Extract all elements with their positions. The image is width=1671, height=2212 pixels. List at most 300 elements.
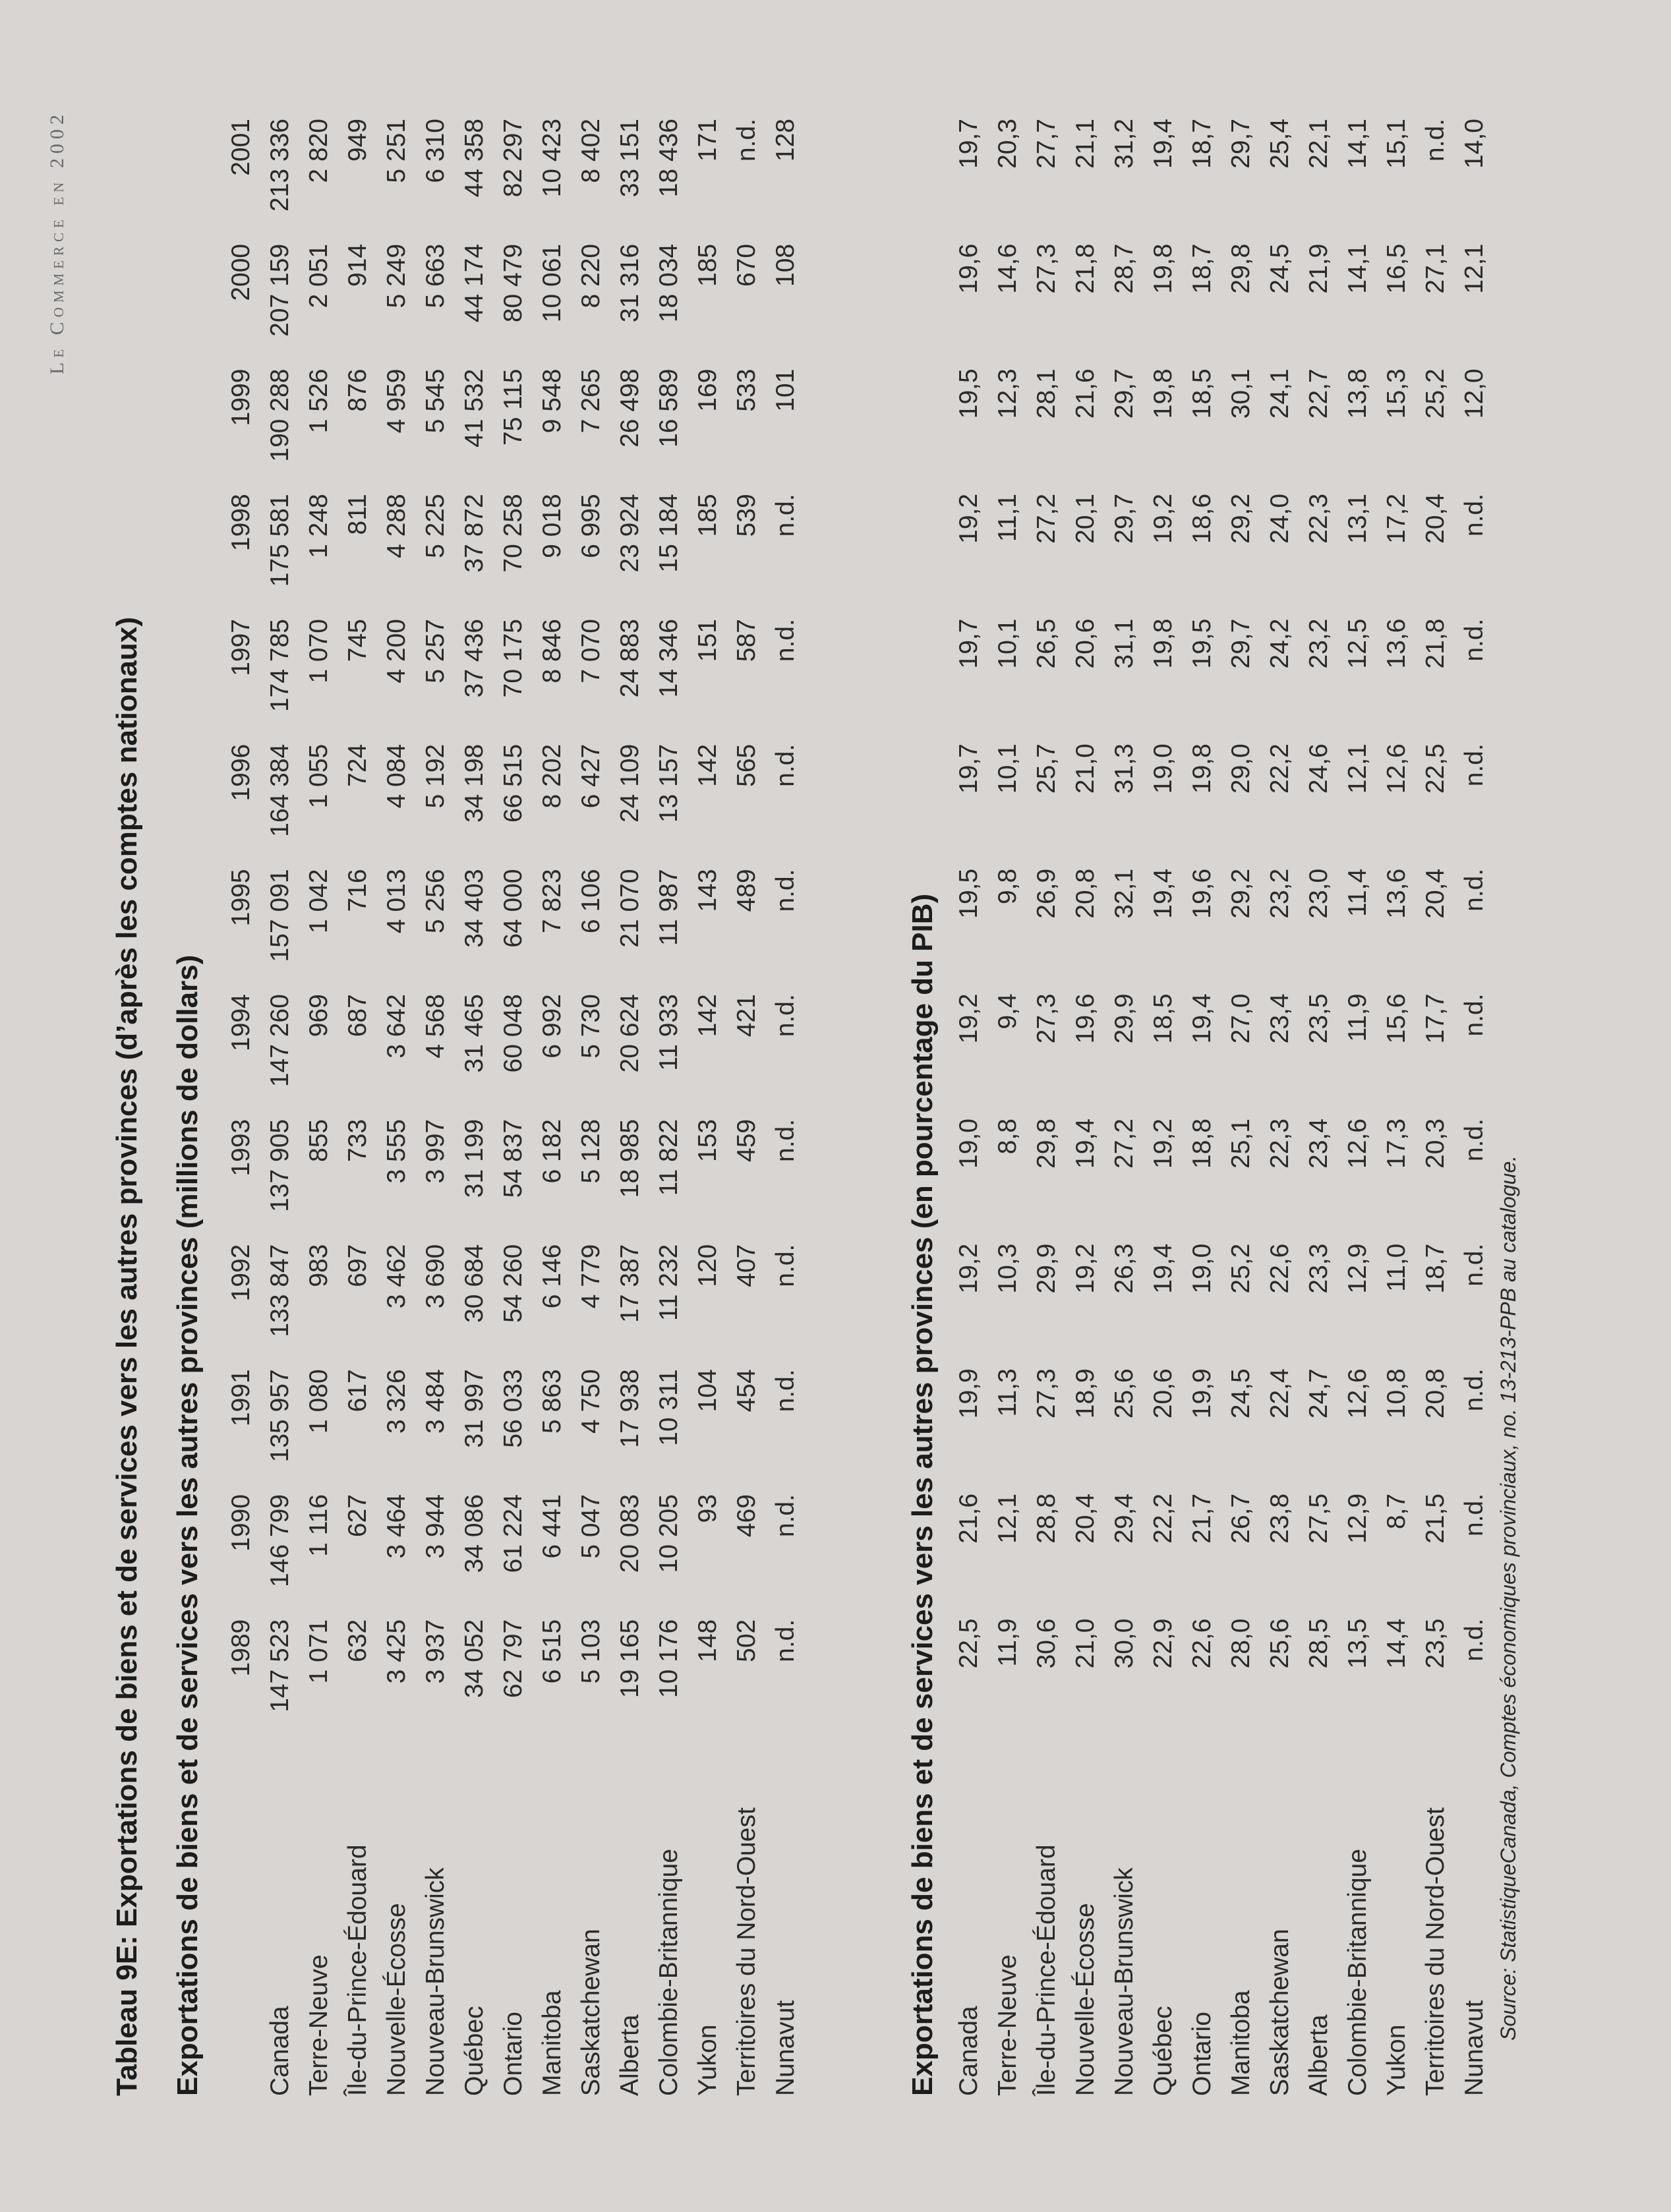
table-cell: 4 200 [382, 619, 411, 684]
header-corner [221, 1745, 260, 2097]
table-cell: 190 288 [265, 368, 294, 462]
table-cell: 28,1 [1032, 368, 1061, 419]
table-cell: 28,7 [1109, 243, 1138, 294]
table-cell: n.d. [771, 1619, 800, 1662]
table-cell: n.d. [1459, 493, 1488, 537]
table-cell: n.d. [771, 869, 800, 912]
table-cell: 10 205 [654, 1494, 683, 1573]
province-name: Île-du-Prince-Édouard [343, 1844, 372, 2096]
table-cell: 23,0 [1304, 868, 1333, 919]
table-cell: 28,5 [1304, 1618, 1333, 1669]
table-cell: 20,8 [1070, 868, 1099, 919]
province-name: Canada [265, 2006, 294, 2096]
table-cell: 25,2 [1226, 1243, 1255, 1294]
table-cell: 147 523 [265, 1619, 294, 1712]
table-cell: 24,1 [1265, 368, 1294, 419]
table-cell: 14,4 [1382, 1618, 1411, 1669]
table-cell: 30,1 [1226, 368, 1255, 419]
table-cell: 28,8 [1032, 1493, 1061, 1544]
table-title: Tableau 9E: Exportations de biens et de services vers les autres provinces (d’après les comptes nationaux) [111, 616, 143, 2096]
table-cell: 29,0 [1226, 743, 1255, 794]
table-cell: 31,3 [1109, 743, 1138, 794]
table-cell: 876 [343, 368, 372, 412]
table-cell: 11 232 [654, 1244, 683, 1322]
table-cell: 29,9 [1032, 1243, 1061, 1294]
table-cell: 18,7 [1421, 1243, 1450, 1294]
table-cell: n.d. [771, 1494, 800, 1538]
table-row [299, 119, 338, 2096]
table-cell: 19,4 [1187, 993, 1216, 1044]
table-cell: 4 779 [576, 1244, 605, 1309]
table-row [1144, 119, 1183, 2096]
year-header: 1993 [226, 1119, 255, 1177]
table-cell: 25,7 [1032, 743, 1061, 794]
table-cell: 29,2 [1226, 493, 1255, 544]
table-cell: 93 [693, 1494, 722, 1523]
table-cell: 34 198 [459, 743, 488, 823]
province-name: Canada [954, 2006, 983, 2096]
province-name: Yukon [693, 2024, 722, 2096]
table-cell: 34 403 [459, 869, 488, 948]
table-cell: 29,4 [1109, 1493, 1138, 1544]
table-cell: 745 [343, 619, 372, 662]
table-cell: 19,8 [1148, 618, 1177, 669]
table-cell: 6 992 [537, 994, 566, 1059]
table-cell: 489 [732, 869, 761, 912]
section2-title: Exportations de biens et de services vers les autres provinces (en pourcentage du PIB) [906, 893, 939, 2096]
table-cell: 169 [693, 368, 722, 412]
table-cell: 697 [343, 1244, 372, 1287]
table-cell: 10 311 [654, 1369, 683, 1446]
table-cell: 17,2 [1382, 493, 1411, 544]
table-cell: 19,0 [954, 1119, 983, 1169]
table-cell: 16,5 [1382, 243, 1411, 294]
table-cell: 12,6 [1343, 1119, 1372, 1169]
province-name: Nouvelle-Écosse [1070, 1903, 1099, 2096]
province-name: Colombie-Britannique [1343, 1848, 1372, 2096]
table-cell: 3 464 [382, 1494, 411, 1559]
province-name: Nouvelle-Écosse [382, 1903, 411, 2096]
table-cell: 5 249 [382, 243, 411, 308]
table-cell: n.d. [1459, 1368, 1488, 1412]
table-cell: 24,2 [1265, 618, 1294, 669]
table-cell: 11,9 [993, 1618, 1022, 1667]
province-name: Île-du-Prince-Édouard [1032, 1844, 1061, 2096]
table-cell: 13,1 [1343, 493, 1372, 544]
table-cell: 135 957 [265, 1369, 294, 1463]
table-cell: 22,5 [954, 1618, 983, 1669]
province-name: Terre-Neuve [993, 1954, 1022, 2096]
table-cell: 27,3 [1032, 993, 1061, 1044]
table-cell: 19,2 [1148, 493, 1177, 544]
table-cell: 3 555 [382, 1119, 411, 1184]
table-cell: 70 258 [498, 494, 527, 573]
table-cell: 23,5 [1421, 1618, 1450, 1669]
table-cell: 60 048 [498, 994, 527, 1073]
table-cell: 44 174 [459, 243, 488, 323]
table-cell: 19,5 [954, 868, 983, 919]
table-cell: 19,8 [1148, 243, 1177, 294]
table-cell: 164 384 [265, 743, 294, 837]
table-cell: 23,2 [1265, 868, 1294, 919]
table-cell: 19,5 [954, 368, 983, 419]
table-cell: 20,6 [1148, 1368, 1177, 1419]
table-cell: 14,1 [1343, 243, 1372, 294]
table-cell: 31 465 [459, 994, 488, 1073]
table-cell: 11 822 [654, 1119, 683, 1196]
table-cell: 14,1 [1343, 119, 1372, 169]
table-cell: n.d. [1421, 119, 1450, 162]
table-cell: 31,2 [1109, 119, 1138, 169]
province-name: Manitoba [1226, 1990, 1255, 2096]
table-cell: 21,0 [1070, 1618, 1099, 1669]
year-header: 2000 [226, 243, 255, 301]
table-cell: 13,6 [1382, 618, 1411, 669]
table-cell: 25,6 [1109, 1368, 1138, 1419]
table-row [649, 119, 688, 2096]
province-name: Saskatchewan [1265, 1929, 1294, 2096]
table-cell: 983 [304, 1244, 333, 1287]
table-cell: 18,9 [1070, 1368, 1099, 1419]
table-cell: 19,9 [1187, 1368, 1216, 1419]
table-cell: 12,6 [1382, 743, 1411, 794]
table-cell: 20,4 [1421, 493, 1450, 544]
table-cell: 10,1 [993, 743, 1022, 794]
table-cell: 12,1 [1343, 743, 1372, 794]
table-row [338, 119, 377, 2096]
table-cell: 29,7 [1109, 493, 1138, 544]
table-cell: 11,0 [1382, 1243, 1411, 1292]
table-cell: 21,8 [1421, 618, 1450, 669]
table-cell: 12,3 [993, 368, 1022, 419]
table-cell: 19,9 [954, 1368, 983, 1419]
table-cell: 18,8 [1187, 1119, 1216, 1169]
year-header-row [221, 119, 260, 2096]
table-cell: n.d. [771, 1244, 800, 1287]
table-cell: 4 568 [421, 994, 450, 1059]
table-cell: 137 905 [265, 1119, 294, 1212]
table-cell: 108 [771, 243, 800, 287]
table-cell: 855 [304, 1119, 333, 1162]
table-cell: 9,8 [993, 868, 1022, 905]
table-cell: 128 [771, 119, 800, 162]
table-cell: 6 182 [537, 1119, 566, 1184]
table-cell: 9,4 [993, 993, 1022, 1030]
table-cell: 27,7 [1032, 119, 1061, 169]
table-cell: 8 402 [576, 119, 605, 183]
table-cell: 32,1 [1109, 868, 1138, 919]
table-cell: 19,5 [1187, 618, 1216, 669]
table-cell: 5 863 [537, 1369, 566, 1434]
table-cell: 10 061 [537, 243, 566, 323]
table-cell: 1 055 [304, 743, 333, 809]
table-cell: 23,5 [1304, 993, 1333, 1044]
table-cell: 174 785 [265, 619, 294, 713]
table-cell: 27,0 [1226, 993, 1255, 1044]
table-cell: 31,1 [1109, 618, 1138, 669]
table-cell: 15,1 [1382, 119, 1411, 169]
table-cell: 20,3 [1421, 1119, 1450, 1169]
table-cell: 29,9 [1109, 993, 1138, 1044]
table-row [1455, 119, 1494, 2096]
table-cell: 12,6 [1343, 1368, 1372, 1419]
table-cell: 3 462 [382, 1244, 411, 1309]
table-cell: 587 [732, 619, 761, 662]
table-cell: n.d. [1459, 1119, 1488, 1162]
table-cell: 18 985 [615, 1119, 644, 1198]
table-cell: 148 [693, 1619, 722, 1662]
table-cell: 29,7 [1109, 368, 1138, 419]
table-cell: 22,3 [1304, 493, 1333, 544]
year-header: 1994 [226, 994, 255, 1051]
table-cell: 14 346 [654, 619, 683, 698]
table-cell: n.d. [771, 1119, 800, 1162]
source-note: Source: StatistiqueCanada, Comptes économiques provinciaux, no. 13-213-PPB au catalogue. [1496, 1155, 1520, 2041]
year-header: 1997 [226, 619, 255, 676]
table-cell: 11,1 [993, 493, 1022, 542]
table-cell: 6 310 [421, 119, 450, 183]
table-cell: 28,0 [1226, 1618, 1255, 1669]
table-cell: 24,0 [1265, 493, 1294, 544]
table-cell: 459 [732, 1119, 761, 1162]
table-cell: 29,8 [1032, 1119, 1061, 1169]
table-cell: 12,9 [1343, 1493, 1372, 1544]
table-cell: 26 498 [615, 368, 644, 448]
table-cell: 12,5 [1343, 618, 1372, 669]
table-row [377, 119, 416, 2096]
province-name: Territoires du Nord-Ouest [1421, 1807, 1450, 2096]
province-name: Québec [1148, 2006, 1177, 2096]
table-cell: 31 199 [459, 1119, 488, 1198]
table-row [727, 119, 766, 2096]
table-row [455, 119, 494, 2096]
table-cell: 20,4 [1421, 868, 1450, 919]
table-cell: 13,8 [1343, 368, 1372, 419]
table-row [766, 119, 805, 2096]
table-cell: n.d. [771, 1369, 800, 1412]
year-header: 1995 [226, 869, 255, 927]
table-cell: 30,6 [1032, 1618, 1061, 1669]
table-cell: 19,7 [954, 618, 983, 669]
table-cell: 5 225 [421, 494, 450, 558]
table-cell: 10,1 [993, 618, 1022, 669]
table-cell: 27,2 [1032, 493, 1061, 544]
table-cell: 29,8 [1226, 243, 1255, 294]
table-cell: 171 [693, 119, 722, 162]
table-row [610, 119, 649, 2096]
table-cell: 21,6 [954, 1493, 983, 1544]
table-cell: 502 [732, 1619, 761, 1662]
table-cell: 22,6 [1187, 1618, 1216, 1669]
table-cell: 17,3 [1382, 1119, 1411, 1169]
table-cell: 41 532 [459, 368, 488, 448]
table-cell: 12,1 [993, 1493, 1022, 1544]
table-cell: 949 [343, 119, 372, 162]
table-cell: 10,8 [1382, 1368, 1411, 1419]
table-cell: 670 [732, 243, 761, 287]
table-cell: 21,8 [1070, 243, 1099, 294]
table-cell: 733 [343, 1119, 372, 1162]
table-cell: 18,5 [1148, 993, 1177, 1044]
table-cell: 3 484 [421, 1369, 450, 1434]
table-cell: 914 [343, 243, 372, 287]
province-name: Ontario [498, 2012, 527, 2096]
table-cell: 3 690 [421, 1244, 450, 1309]
table-cell: 687 [343, 994, 372, 1037]
table-cell: n.d. [771, 494, 800, 537]
table-cell: 20,1 [1070, 493, 1099, 544]
table-cell: 30,0 [1109, 1618, 1138, 1669]
table-cell: 25,4 [1265, 119, 1294, 169]
table-cell: 54 260 [498, 1244, 527, 1323]
province-name: Saskatchewan [576, 1929, 605, 2096]
table-cell: 4 013 [382, 869, 411, 934]
province-name: Manitoba [537, 1990, 566, 2096]
table-cell: 18,7 [1187, 243, 1216, 294]
table-cell: 21,7 [1187, 1493, 1216, 1544]
table-row [1066, 119, 1105, 2096]
table-cell: 8 220 [576, 243, 605, 308]
table-cell: 7 265 [576, 368, 605, 434]
table-cell: 133 847 [265, 1244, 294, 1337]
table-cell: 13,5 [1343, 1618, 1372, 1669]
table-cell: 20,3 [993, 119, 1022, 169]
table-cell: n.d. [1459, 1493, 1488, 1536]
table-cell: 61 224 [498, 1494, 527, 1573]
table-cell: 22,6 [1265, 1243, 1294, 1294]
table-cell: 30 684 [459, 1244, 488, 1323]
table-cell: 62 797 [498, 1619, 527, 1699]
table-cell: 147 260 [265, 994, 294, 1088]
table-cell: 3 997 [421, 1119, 450, 1184]
table-cell: 19,2 [954, 993, 983, 1044]
table-cell: 23,3 [1304, 1243, 1333, 1294]
province-name: Ontario [1187, 2012, 1216, 2096]
table-cell: 1 070 [304, 619, 333, 684]
table-cell: 13 157 [654, 743, 683, 823]
table-cell: 19,8 [1148, 368, 1177, 419]
table-cell: 157 091 [265, 869, 294, 962]
table-cell: 24 883 [615, 619, 644, 698]
province-name: Nunavut [771, 2000, 800, 2096]
table-cell: 9 548 [537, 368, 566, 434]
table-cell: 5 192 [421, 743, 450, 809]
table-row [1183, 119, 1221, 2096]
table-cell: 8 202 [537, 743, 566, 809]
table-cell: n.d. [771, 619, 800, 662]
table-cell: 12,0 [1459, 368, 1488, 419]
table-cell: 565 [732, 743, 761, 787]
table-cell: 3 425 [382, 1619, 411, 1684]
table-cell: 34 052 [459, 1619, 488, 1699]
table-cell: 19,7 [954, 743, 983, 794]
table-cell: 21,1 [1070, 119, 1099, 169]
table-cell: 19,4 [1148, 119, 1177, 169]
table-cell: 3 937 [421, 1619, 450, 1684]
table-cell: 4 084 [382, 743, 411, 809]
table-cell: 4 750 [576, 1369, 605, 1434]
table-cell: 70 175 [498, 619, 527, 698]
table-cell: 5 103 [576, 1619, 605, 1684]
table-cell: 19,8 [1187, 743, 1216, 794]
table-cell: 19,0 [1187, 1243, 1216, 1294]
table-cell: n.d. [771, 994, 800, 1037]
table-cell: 5 257 [421, 619, 450, 684]
table-cell: 533 [732, 368, 761, 412]
table-cell: 19,2 [1070, 1243, 1099, 1294]
table-cell: 44 358 [459, 119, 488, 198]
table-cell: 1 080 [304, 1369, 333, 1434]
table-cell: 24,5 [1226, 1368, 1255, 1419]
table-cell: 21,0 [1070, 743, 1099, 794]
table-cell: 142 [693, 743, 722, 787]
table-cell: 80 479 [498, 243, 527, 323]
table-cell: 4 288 [382, 494, 411, 558]
table-row [1221, 119, 1260, 2096]
table-row [1377, 119, 1416, 2096]
table-cell: n.d. [1459, 743, 1488, 787]
table-row [1299, 119, 1338, 2096]
province-name: Alberta [615, 2014, 644, 2096]
table-cell: 20,8 [1421, 1368, 1450, 1419]
table-cell: 24,5 [1265, 243, 1294, 294]
table-cell: 22,3 [1265, 1119, 1294, 1169]
table-cell: 22,9 [1148, 1618, 1177, 1669]
table-cell: 27,2 [1109, 1119, 1138, 1169]
province-name: Nunavut [1459, 2000, 1488, 2096]
table-cell: 29,7 [1226, 119, 1255, 169]
table-cell: 1 042 [304, 869, 333, 934]
table-cell: 5 730 [576, 994, 605, 1059]
table-cell: 407 [732, 1244, 761, 1287]
table-cell: 33 151 [615, 119, 644, 198]
exports-pct-gdp-table [949, 119, 1494, 2096]
table-cell: 23 924 [615, 494, 644, 573]
table-cell: 27,3 [1032, 243, 1061, 294]
table-cell: 153 [693, 1119, 722, 1162]
province-name: Colombie-Britannique [654, 1848, 683, 2096]
table-cell: 24,7 [1304, 1368, 1333, 1419]
table-cell: 15,3 [1382, 368, 1411, 419]
table-cell: 5 545 [421, 368, 450, 434]
table-cell: 11,4 [1343, 868, 1372, 917]
table-row [988, 119, 1027, 2096]
table-cell: 6 441 [537, 1494, 566, 1559]
table-cell: 26,3 [1109, 1243, 1138, 1294]
table-cell: 22,5 [1421, 743, 1450, 794]
province-name: Québec [459, 2006, 488, 2096]
table-cell: 3 326 [382, 1369, 411, 1434]
table-cell: 4 959 [382, 368, 411, 434]
table-cell: 14,6 [993, 243, 1022, 294]
table-cell: 5 256 [421, 869, 450, 934]
table-cell: 1 116 [304, 1494, 333, 1557]
table-cell: 21,9 [1304, 243, 1333, 294]
table-row [494, 119, 533, 2096]
table-cell: 101 [771, 368, 800, 412]
table-cell: 7 823 [537, 869, 566, 934]
table-cell: 13,6 [1382, 868, 1411, 919]
year-header: 1998 [226, 494, 255, 552]
table-cell: 18 436 [654, 119, 683, 198]
table-cell: 15 184 [654, 494, 683, 573]
table-cell: 1 071 [304, 1619, 333, 1684]
table-cell: 11 987 [654, 869, 683, 946]
table-cell: 811 [343, 494, 372, 535]
table-cell: 22,4 [1265, 1368, 1294, 1419]
table-cell: 3 642 [382, 994, 411, 1059]
table-cell: 724 [343, 743, 372, 787]
